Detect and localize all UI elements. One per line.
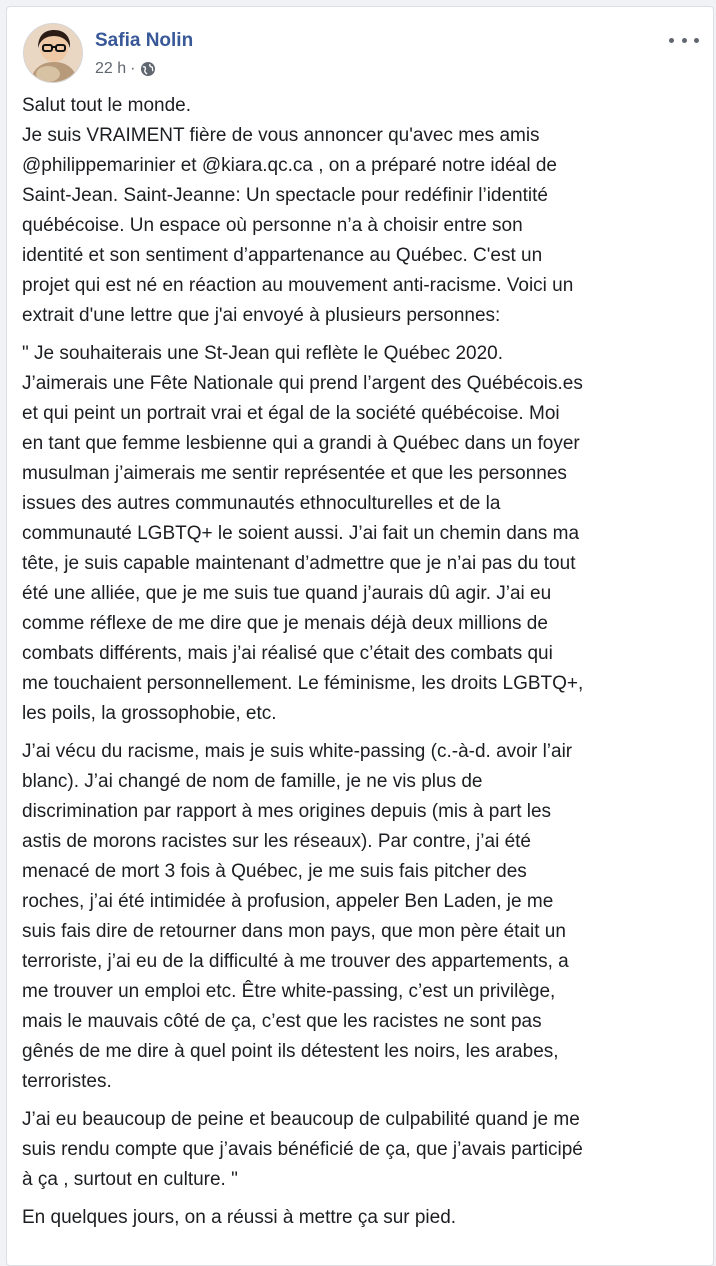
text-line: Salut tout le monde. [22,95,191,116]
text-line: J’ai eu beaucoup de peine et beaucoup de culpabilité quand je me [22,1109,580,1130]
text-line: suis rendu compte que j’avais bénéficié de ça, que j’avais participé [22,1139,583,1160]
text-line: astis de morons racistes sur les réseaux). Par contre, j’ai été [22,831,531,852]
text-line: roches, j’ai été intimidée à profusion, appeler Ben Laden, je me [22,891,554,912]
post-card [6,6,714,1266]
text-line: J’ai vécu du racisme, mais je suis white-passing (c.-à-d. avoir l’air [22,741,573,762]
text-line: J’aimerais une Fête Nationale qui prend l’argent des Québécois.es [22,373,583,394]
paragraph-letter-1 [22,339,702,729]
more-options-icon[interactable] [669,31,699,49]
author-name[interactable]: Safia Nolin [95,30,194,51]
post-timestamp[interactable]: 22 h [95,60,127,77]
text-line: été une alliée, que je me suis tue quand j’aurais dû agir. J’ai eu [22,583,552,604]
text-line: communauté LGBTQ+ le soient aussi. J’ai fait un chemin dans ma [22,523,580,544]
text-line: musulman j’aimerais me sentir représentée et que les personnes [22,463,567,484]
text-line: gênés de me dire à quel point ils détestent les noirs, les arabes, [22,1041,559,1062]
text-line: mais le mauvais côté de ça, c’est que les racistes ne sont pas [22,1011,542,1032]
author-avatar[interactable] [23,23,83,83]
text-line: me touchaient personnellement. Le féminisme, les droits LGBTQ+, [22,673,584,694]
globe-icon[interactable] [140,61,156,77]
post-header [23,23,701,87]
text-line: identité et son sentiment d’appartenance au Québec. C'est un [22,245,543,266]
text-line: blanc). J’ai changé de nom de famille, je ne vis plus de [22,771,483,792]
text-line: Je suis VRAIMENT fière de vous annoncer qu'avec mes amis [22,125,540,146]
text-line: menacé de mort 3 fois à Québec, je me suis fais pitcher des [22,861,527,882]
text-line: terroriste, j’ai eu de la difficulté à me trouver des appartements, a [22,951,569,972]
paragraph-letter-2 [22,737,702,1097]
meta-separator: · [130,60,136,77]
post-meta [95,60,156,78]
paragraph-intro [22,91,702,331]
text-line: @philippemarinier et @kiara.qc.ca , on a préparé notre idéal de [22,155,557,176]
text-line: combats différents, mais j’ai réalisé que c’était des combats qui [22,643,553,664]
text-line: tête, je suis capable maintenant d’admettre que je n’ai pas du tout [22,553,576,574]
text-line: québécoise. Un espace où personne n’a à choisir entre son [22,215,523,236]
text-line: terroristes. [22,1071,112,1092]
paragraph-closing [22,1203,702,1233]
text-line: projet qui est né en réaction au mouvement anti-racisme. Voici un [22,275,574,296]
text-line: en tant que femme lesbienne qui a grandi à Québec dans un foyer [22,433,580,454]
text-line: issues des autres communautés ethnoculturelles et de la [22,493,501,514]
paragraph-letter-3 [22,1105,702,1195]
post-text [22,91,702,1233]
text-line: les poils, la grossophobie, etc. [22,703,277,724]
text-line: " Je souhaiterais une St-Jean qui reflète le Québec 2020. [22,343,503,364]
avatar-photo-icon [24,24,83,83]
text-line: à ça , surtout en culture. " [22,1169,238,1190]
text-line: Saint-Jean. Saint-Jeanne: Un spectacle pour redéfinir l’identité [22,185,548,206]
text-line: suis fais dire de retourner dans mon pays, que mon père était un [22,921,566,942]
text-line: En quelques jours, on a réussi à mettre ça sur pied. [22,1207,457,1228]
text-line: discrimination par rapport à mes origines depuis (mis à part les [22,801,552,822]
text-line: et qui peint un portrait vrai et égal de la société québécoise. Moi [22,403,560,424]
text-line: comme réflexe de me dire que je menais déjà deux millions de [22,613,548,634]
text-line: extrait d'une lettre que j'ai envoyé à plusieurs personnes: [22,305,501,326]
text-line: me trouver un emploi etc. Être white-passing, c’est un privilège, [22,981,556,1002]
